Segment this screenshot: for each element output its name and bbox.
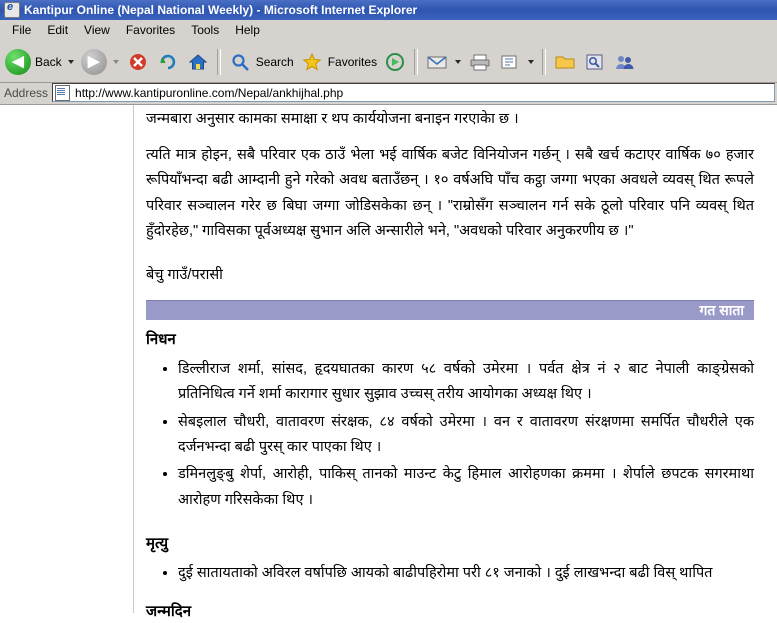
clipped-top-line: जन्मबारा अनुसार कामका समाक्षा र थप कार्ययोजना बनाइन गरएाकेा छ । [146, 111, 519, 127]
media-icon [383, 51, 407, 73]
edit-button[interactable] [495, 44, 525, 80]
page-left-divider [133, 105, 134, 613]
browser-toolbar [0, 41, 777, 83]
home-icon [186, 51, 210, 73]
forward-button[interactable] [78, 44, 110, 80]
favorites-button-label: Favorites [327, 54, 378, 69]
back-button-label: Back [35, 54, 62, 69]
back-history-chevron-down-icon[interactable] [68, 60, 74, 64]
refresh-icon [156, 51, 180, 73]
mail-button[interactable] [422, 44, 452, 80]
list-item: • सेबइलाल चौधरी, वातावरण संरक्षक, ८४ वर्षको उमेरमा । वन र वातावरण संरक्षणमा समर्पित चौधरीले एक दर्जनभन्दा बढी पुरस् कार पाएका थिए । [178, 410, 754, 461]
home-button[interactable] [183, 44, 213, 80]
window-titlebar [0, 0, 777, 20]
refresh-button[interactable] [153, 44, 183, 80]
section-mrityu-list [146, 561, 754, 586]
article-paragraph: त्यति मात्र होइन, सबै परिवार एक ठाउँ भेला भई वार्षिक बजेट विनियोजन गर्छन् । सबै खर्च कटाएर वार्षिक ७० हजार रूपियाँभन्दा बढी आम्दानी हुने गरेको अवध बताउँछन् । १० वर्षअघि पाँच कट्ठा जग्गा भएका अवधले व्यवस् थित रूपले परिवार सञ्चालन गरेर छ बिघा जग्गा जोडिसकेका छन् । "राम्रोसँग सञ्चालन गर्न सके ठूलो परिवार पनि व्यवस् थित हुँदोरहेछ," गाविसका पूर्वअध्यक्ष सुभान अलि अन्सारीले भने, "अवधको परिवार अनुकरणीय छ ।" [146, 147, 754, 240]
menu-file[interactable]: File [12, 23, 32, 37]
menu-help[interactable]: Help [235, 23, 260, 37]
folder-icon [553, 51, 577, 73]
byline: बेचु गाउँ/परासी [146, 266, 223, 283]
toolbar-separator-2 [414, 49, 418, 75]
stop-icon [126, 51, 150, 73]
clipped-bottom-heading: जन्मदिन [146, 602, 192, 620]
back-arrow-icon: ◀ [5, 49, 31, 75]
article-content [146, 105, 754, 620]
search-button[interactable] [225, 44, 297, 80]
search-icon [228, 51, 252, 73]
forward-arrow-icon: ▶ [81, 49, 107, 75]
list-item: • डिल्लीराज शर्मा, सांसद, हृदयघातका कारण ५८ वर्षको उमेरमा । पर्वत क्षेत्र नं २ बाट नेपाली काङ्ग्रेसको प्रतिनिधित्व गर्ने शर्मा कारागार सुधार सुझाव उच्चस् तरीय आयोगका अध्यक्ष थिए । [178, 357, 754, 408]
address-bar [0, 83, 777, 105]
stop-button[interactable] [123, 44, 153, 80]
edit-page-icon [498, 51, 522, 73]
menu-favorites[interactable]: Favorites [125, 23, 176, 37]
mail-icon [425, 51, 449, 73]
address-field[interactable] [52, 83, 775, 102]
research-book-icon [583, 51, 607, 73]
search-button-label: Search [255, 54, 294, 69]
toolbar-separator-3 [542, 49, 546, 75]
page-icon [55, 85, 70, 101]
favorites-button[interactable] [297, 44, 380, 80]
printer-icon [468, 51, 492, 73]
list-item: • डमिनलुङ्बु शेर्पा, आरोही, पाकिस् तानको माउन्ट केटु हिमाल आरोहणका क्रममा । शेर्पाले छपटक सगरमाथा आरोहण गरिसकेका थिए । [178, 462, 754, 513]
back-button[interactable] [2, 44, 65, 80]
messenger-people-icon [613, 51, 637, 73]
window-title: Kantipur Online (Nepal National Weekly) - Microsoft Internet Explorer [24, 3, 418, 17]
toolbar-separator [217, 49, 221, 75]
mail-chevron-down-icon[interactable] [455, 60, 461, 64]
section-heading-mrityu: मृत्यु [146, 535, 169, 553]
forward-history-chevron-down-icon[interactable] [113, 60, 119, 64]
star-icon [300, 51, 324, 73]
ie-document-icon [4, 2, 20, 18]
section-bar [146, 300, 754, 320]
menu-view[interactable]: View [84, 23, 110, 37]
research-button[interactable] [580, 44, 610, 80]
edit-chevron-down-icon[interactable] [528, 60, 534, 64]
media-button[interactable] [380, 44, 410, 80]
menu-edit[interactable]: Edit [47, 23, 69, 37]
address-input[interactable] [73, 85, 772, 101]
menubar [0, 20, 777, 41]
menu-tools[interactable]: Tools [191, 23, 220, 37]
page-viewport [0, 105, 777, 620]
list-item: • दुई सातायताको अविरल वर्षापछि आयको बाढीपहिरोमा परी ८१ जनाको । दुई लाखभन्दा बढी विस् थापित [178, 561, 754, 586]
section-nidhan-list [146, 357, 754, 513]
section-bar-label: गत साता [699, 301, 744, 318]
section-heading-nidhan: निधन [146, 330, 176, 348]
messenger-button[interactable] [610, 44, 640, 80]
folder-button[interactable] [550, 44, 580, 80]
print-button[interactable] [465, 44, 495, 80]
address-label: Address [4, 85, 49, 100]
